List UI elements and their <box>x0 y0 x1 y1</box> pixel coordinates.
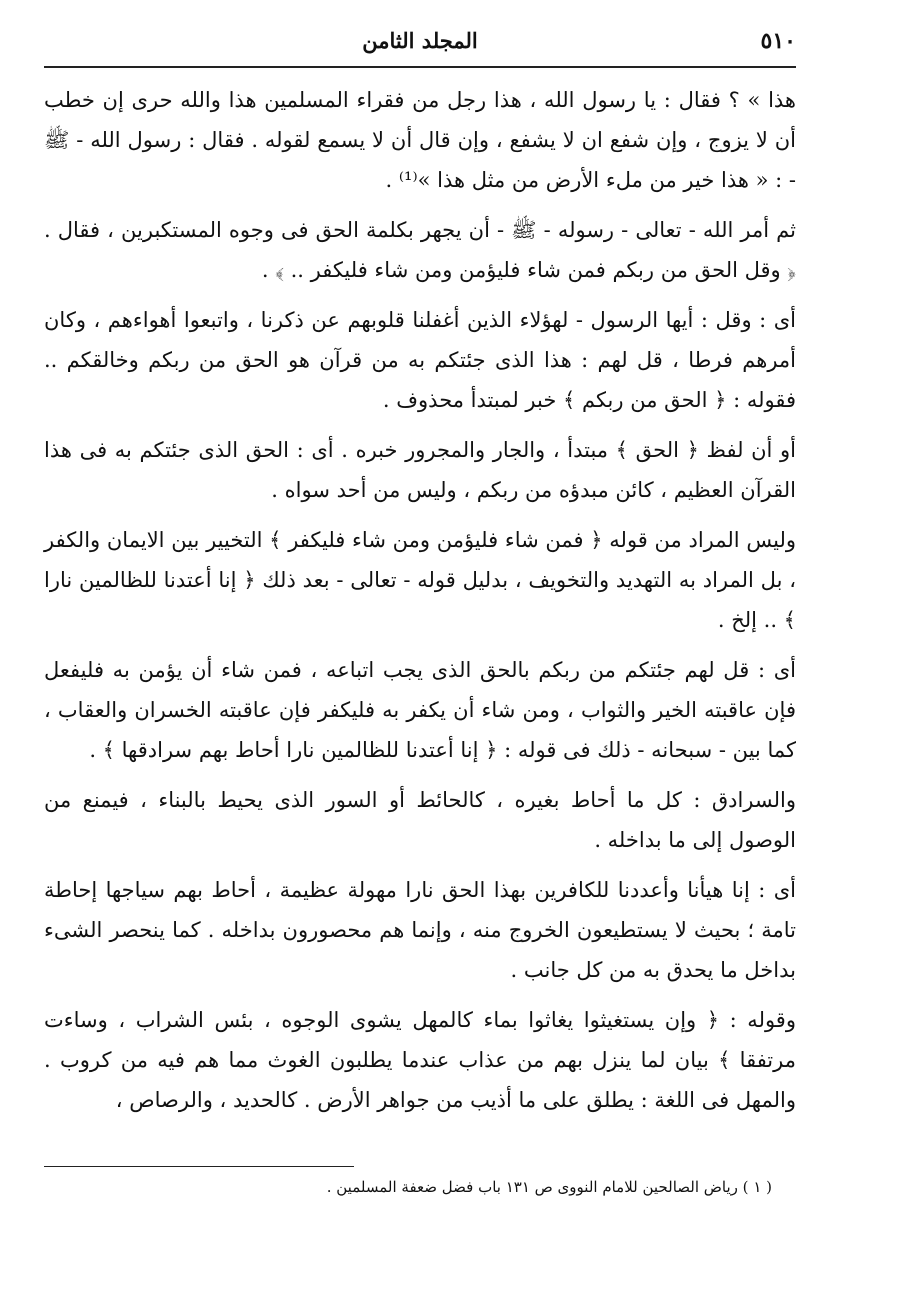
header-divider <box>44 66 796 68</box>
footnote: ( ١ ) رياض الصالحين للامام النووى ص ١٣١ باب فضل ضعفة المسلمين . <box>326 1178 772 1196</box>
page-header <box>44 18 796 58</box>
paragraph-9: وقوله : ﴿ وإن يستغيثوا يغاثوا بماء كالمهل يشوى الوجوه ، بئس الشراب ، وساءت مرتفقا ﴾ بيان لما ينزل بهم من عذاب عندما يطلبون الغوث مما هم فيه من كروب . والمهل فى اللغة : يطلق على ما أذيب من جواهر الأرض . كالحديد ، والرصاص ، <box>44 1008 796 1112</box>
paragraph-5: وليس المراد من قوله ﴿ فمن شاء فليؤمن ومن شاء فليكفر ﴾ التخيير بين الايمان والكفر ، بل المراد به التهديد والتخويف ، بدليل قوله - تعالى - بعد ذلك ﴿ إنا أعتدنا للظالمين نارا ﴾ .. إلخ . <box>44 528 796 632</box>
body-text <box>44 80 796 1130</box>
volume-title: المجلد الثامن <box>362 28 478 53</box>
paragraph-7: والسرادق : كل ما أحاط بغيره ، كالحائط أو السور الذى يحيط بالبناء ، فيمنع من الوصول إلى ما بداخله . <box>44 788 796 852</box>
book-page <box>44 18 796 1268</box>
footnote-divider <box>44 1166 354 1167</box>
paragraph-8: أى : إنا هيأنا وأعددنا للكافرين بهذا الحق نارا مهولة عظيمة ، أحاط بهم سياجها إحاطة تامة ؛ بحيث لا يستطيعون الخروج منه ، وإنما هم محصورون بداخله . كما ينحصر الشىء بداخل ما يحدق به من كل جانب . <box>44 878 796 982</box>
paragraph-1: هذا » ؟ فقال : يا رسول الله ، هذا رجل من فقراء المسلمين هذا والله حرى إن خطب أن لا يزوج ، وإن شفع ان لا يشفع ، وإن قال أن لا يسمع لقوله . فقال : رسول الله - ﷺ - : « هذا خير من ملء الأرض من مثل هذا »⁽¹⁾ . <box>44 88 796 192</box>
paragraph-3: أى : وقل : أيها الرسول - لهؤلاء الذين أغفلنا قلوبهم عن ذكرنا ، واتبعوا أهواءهم ، وكان أمرهم فرطا ، قل لهم : هذا الذى جئتكم به من قرآن هو الحق من ربكم وخالقكم .. فقوله : ﴿ الحق من ربكم ﴾ خبر لمبتدأ محذوف . <box>44 308 796 412</box>
paragraph-4: أو أن لفظ ﴿ الحق ﴾ مبتدأ ، والجار والمجرور خبره . أى : الحق الذى جئتكم به فى هذا القرآن العظيم ، كائن مبدؤه من ربكم ، وليس من أحد سواه . <box>44 438 796 502</box>
paragraph-6: أى : قل لهم جئتكم من ربكم بالحق الذى يجب اتباعه ، فمن شاء أن يؤمن به فليفعل فإن عاقبته الخير والثواب ، ومن شاء أن يكفر به فليكفر فإن عاقبته الخسران والعقاب ، كما بين - سبحانه - ذلك فى قوله : ﴿ إنا أعتدنا للظالمين نارا أحاط بهم سرادقها ﴾ . <box>44 658 796 762</box>
paragraph-2: ثم أمر الله - تعالى - رسوله - ﷺ - أن يجهر بكلمة الحق فى وجوه المستكبرين ، فقال . ﴿ وقل الحق من ربكم فمن شاء فليؤمن ومن شاء فليكفر .. ﴾ . <box>44 218 796 282</box>
page-number: ٥١٠ <box>760 28 796 54</box>
